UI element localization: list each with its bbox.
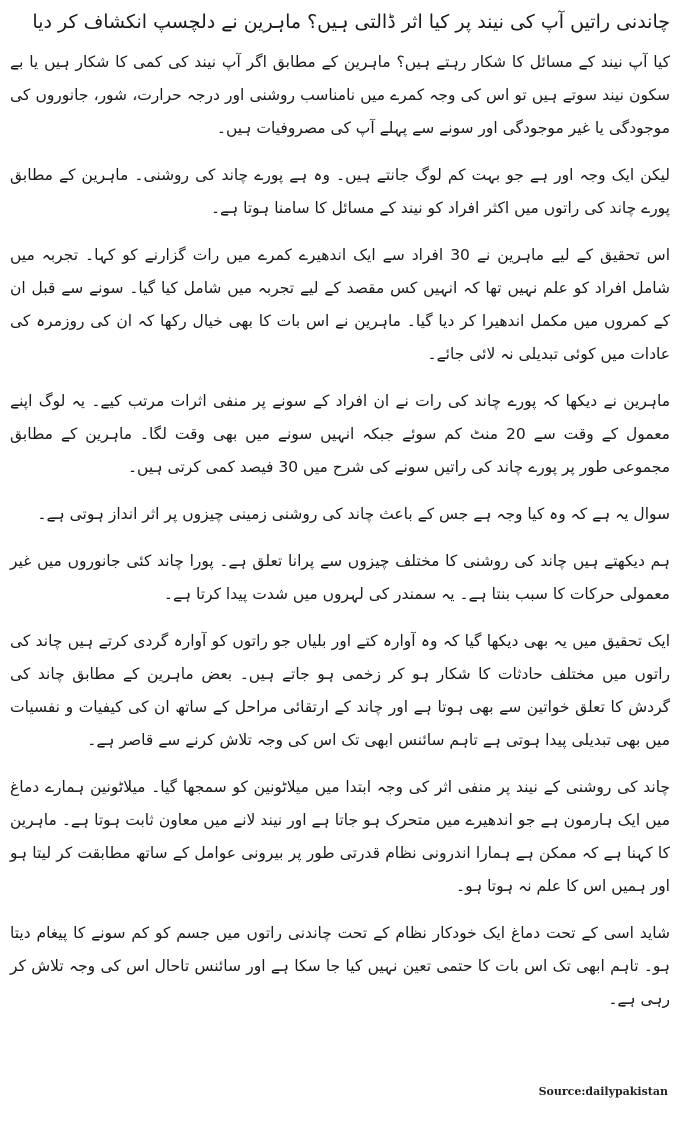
paragraph-3: اس تحقیق کے لیے ماہرین نے 30 افراد سے ایک اندھیرے کمرے میں رات گزارنے کو کہا۔ تجربہ میں شامل افراد کو علم نہیں تھا کہ انہیں کس مقصد کے لیے تجربہ میں شامل کیا گیا۔ سونے سے قبل ان کے کمروں میں مکمل اندھیرا کر دیا گیا۔ ماہرین نے اس بات کا بھی خیال رکھا کہ ان کی روزمرہ کی عادات میں کوئی تبدیلی نہ لائی جائے۔ <box>10 246 670 363</box>
paragraph-5: سوال یہ ہے کہ وہ کیا وجہ ہے جس کے باعث چاند کی روشنی زمینی چیزوں پر اثر انداز ہوتی ہے۔ <box>37 505 670 523</box>
paragraph-7: ایک تحقیق میں یہ بھی دیکھا گیا کہ وہ آوارہ کتے اور بلیاں جو راتوں کو آوارہ گردی کرتے ہیں چاند کی راتوں میں مختلف حادثات کا شکار ہو کر زخمی ہو جاتے ہیں۔ بعض ماہرین کے مطابق چاند کی گردش کا تعلق خواتین سے بھی ہوتا ہے اور چاند کے ارتقائی مراحل کے ساتھ ان کی کیفیات و نفسیات میں بھی تبدیلی پیدا ہوتی ہے تاہم سائنس ابھی تک اس کی وجہ تلاش کرنے سے قاصر ہے۔ <box>10 632 670 749</box>
article-title: چاندنی راتیں آپ کی نیند پر کیا اثر ڈالتی ہیں؟ ماہرین نے دلچسپ انکشاف کر دیا <box>32 11 670 33</box>
paragraph-2: لیکن ایک وجہ اور ہے جو بہت کم لوگ جانتے ہیں۔ وہ ہے پورے چاند کی روشنی۔ ماہرین کے مطابق پورے چاند کی راتوں میں اکثر افراد کو نیند کے مسائل کا سامنا ہوتا ہے۔ <box>10 166 670 217</box>
paragraph-9: شاید اسی کے تحت دماغ ایک خودکار نظام کے تحت چاندنی راتوں میں جسم کو کم سونے کا پیغام دیتا ہو۔ تاہم ابھی تک اس بات کا حتمی تعین نہیں کیا جا سکا ہے اور سائنس تاحال اس کی وجہ تلاش کر رہی ہے۔ <box>10 924 670 1008</box>
paragraph-1: کیا آپ نیند کے مسائل کا شکار رہتے ہیں؟ ماہرین کے مطابق اگر آپ نیند کی کمی کا شکار ہیں یا بے سکون نیند سوتے ہیں تو اس کی وجہ کمرے میں نامناسب روشنی اور درجہ حرارت، شور، جانوروں کی موجودگی یا غیر موجودگی اور سونے سے پہلے آپ کی مصروفیات ہیں۔ <box>10 53 670 137</box>
source-credit: Source:dailypakistan <box>538 1085 668 1098</box>
paragraph-4: ماہرین نے دیکھا کہ پورے چاند کی رات نے ان افراد کے سونے پر منفی اثرات مرتب کیے۔ یہ لوگ اپنے معمول کے وقت سے 20 منٹ کم سوئے جبکہ انہیں سونے میں بھی وقت لگا۔ ماہرین کے مطابق مجموعی طور پر پورے چاند کی راتیں سونے کی شرح میں 30 فیصد کمی کرتی ہیں۔ <box>10 392 670 476</box>
article <box>10 4 670 1030</box>
paragraph-6: ہم دیکھتے ہیں چاند کی روشنی کا مختلف چیزوں سے پرانا تعلق ہے۔ پورا چاند کئی جانوروں میں غیر معمولی حرکات کا سبب بنتا ہے۔ یہ سمندر کی لہروں میں شدت پیدا کرتا ہے۔ <box>10 552 670 603</box>
paragraph-8: چاند کی روشنی کے نیند پر منفی اثر کی وجہ ابتدا میں میلاٹونین کو سمجھا گیا۔ میلاٹونین ہمارے دماغ میں ایک ہارمون ہے جو اندھیرے میں متحرک ہو جاتا ہے اور نیند لانے میں معاون ثابت ہوتا ہے۔ ماہرین کا کہنا ہے کہ ممکن ہے ہمارا اندرونی نظام قدرتی طور پر بیرونی عوامل کے ساتھ مطابقت کر لیتا ہو اور ہمیں اس کا علم نہ ہوتا ہو۔ <box>10 778 670 895</box>
